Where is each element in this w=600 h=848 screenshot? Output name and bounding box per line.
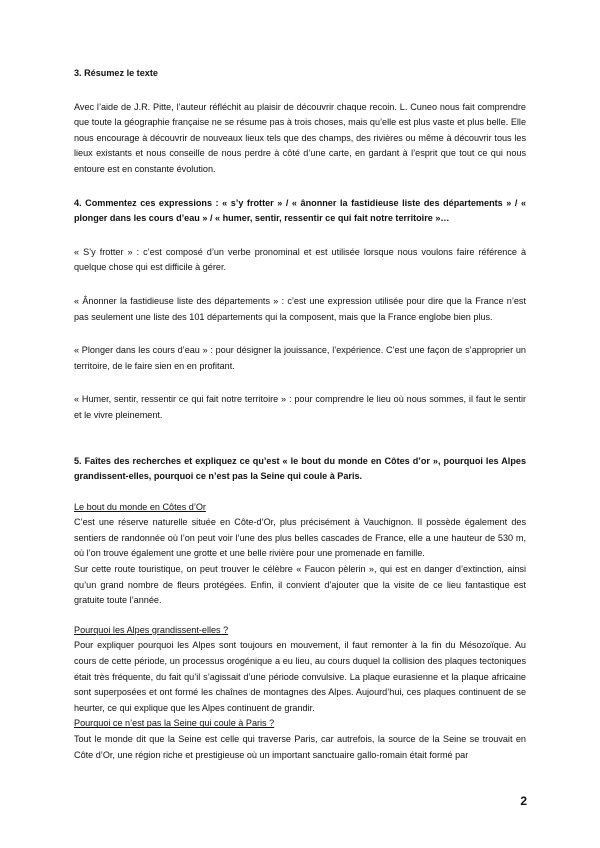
page-content [74, 66, 526, 763]
expression-2-paragraph: « Ânonner la fastidieuse liste des départements » : c’est une expression utilisée pour dire que la France n’est pas seulement une liste des 101 départements qui la composent, mais que la France englobe bien plus. [74, 295, 526, 322]
seine-paragraph: Tout le monde dit que la Seine est celle qui traverse Paris, car autrefois, la source de la Seine se trouvait en Côte d’Or, une région riche et prestigieuse où un important sanctuaire gallo-romain était formé par [74, 734, 526, 760]
bout-du-monde-paragraph-2: Sur cette route touristique, on peut trouver le célèbre « Faucon pèlerin », qui est en danger d’extinction, ainsi qu’un grand nombre de fleurs protégées. Enfin, il convient d’ajouter que la visite de ce lieu fantastique est gratuite toute l’année. [74, 564, 526, 606]
subsection-alpes-title: Pourquoi les Alpes grandissent-elles ? [74, 624, 229, 635]
section-4-heading: 4. Commentez ces expressions : « s’y frotter » / « ânonner la fastidieuse liste des départements » / « plonger dans les cours d’eau » / « humer, sentir, ressentir ce qui fait notre territoire »… [74, 197, 526, 224]
expression-1-paragraph: « S’y frotter » : c’est composé d’un verbe pronominal et est utilisée lorsque nous voulons faire référence à quelque chose qui est difficile à gérer. [74, 246, 526, 273]
alpes-paragraph: Pour expliquer pourquoi les Alpes sont toujours en mouvement, il faut remonter à la fin du Mésozoïque. Au cours de cette période, un processus orogénique a eu lieu, au cours duquel la collision des plaques tectoniques était très fréquente, du fait qu’il s’agissait d’une période convulsive. La plaque eurasienne et la plaque africaine sont superposées et ont formé les chaînes de montagnes des Alpes. Aujourd’hui, ces plaques continuent de se heurter, ce qui explique que les Alpes continuent de grandir. [74, 640, 526, 713]
subsection-bout-du-monde-title: Le bout du monde en Côtes d’Or [74, 501, 206, 512]
section-3-heading: 3. Résumez le texte [74, 68, 158, 78]
section-3-summary: Avec l’aide de J.R. Pitte, l’auteur réfléchit au plaisir de découvrir chaque recoin. L. Cuneo nous fait comprendre que toute la géographie française ne se résume pas à trois choses, mais qu’elle est plus vaste et plus belle. Elle nous encourage à découvrir de nouveaux lieux tels que des champs, des rivières ou même à découvrir tous les lieux existants et nous conseille de nous perdre à côté d’une carte, en gardant à l’esprit que tout ce qui nous entoure est en constante évolution. [74, 101, 526, 174]
section-5-heading: 5. Faîtes des recherches et expliquez ce qu’est « le bout du monde en Côtes d’or », pourquoi les Alpes grandissent-elles, pourquoi ce n’est pas la Seine qui coule à Paris. [74, 455, 526, 482]
expression-3-paragraph: « Plonger dans les cours d’eau » : pour désigner la jouissance, l’expérience. C’est une façon de s’approprier un territoire, de le faire sien en en profitant. [74, 345, 526, 371]
bout-du-monde-paragraph-1: C’est une réserve naturelle située en Côte-d’Or, plus précisément à Vauchignon. Il possède également des sentiers de randonnée où l’on peut voir l’une des plus belles cascades de France, elle a une hauteur de 530 m, où l’on trouve également une grotte et une belle rivière pour une promenade en famille. [74, 517, 526, 559]
expression-4-paragraph: « Humer, sentir, ressentir ce qui fait notre territoire » : pour comprendre le lieu où nous sommes, il faut le sentir et le vivre pleinement. [74, 394, 526, 420]
subsection-seine-title: Pourquoi ce n’est pas la Seine qui coule à Paris ? [74, 718, 275, 729]
page-number: 2 [520, 794, 527, 808]
